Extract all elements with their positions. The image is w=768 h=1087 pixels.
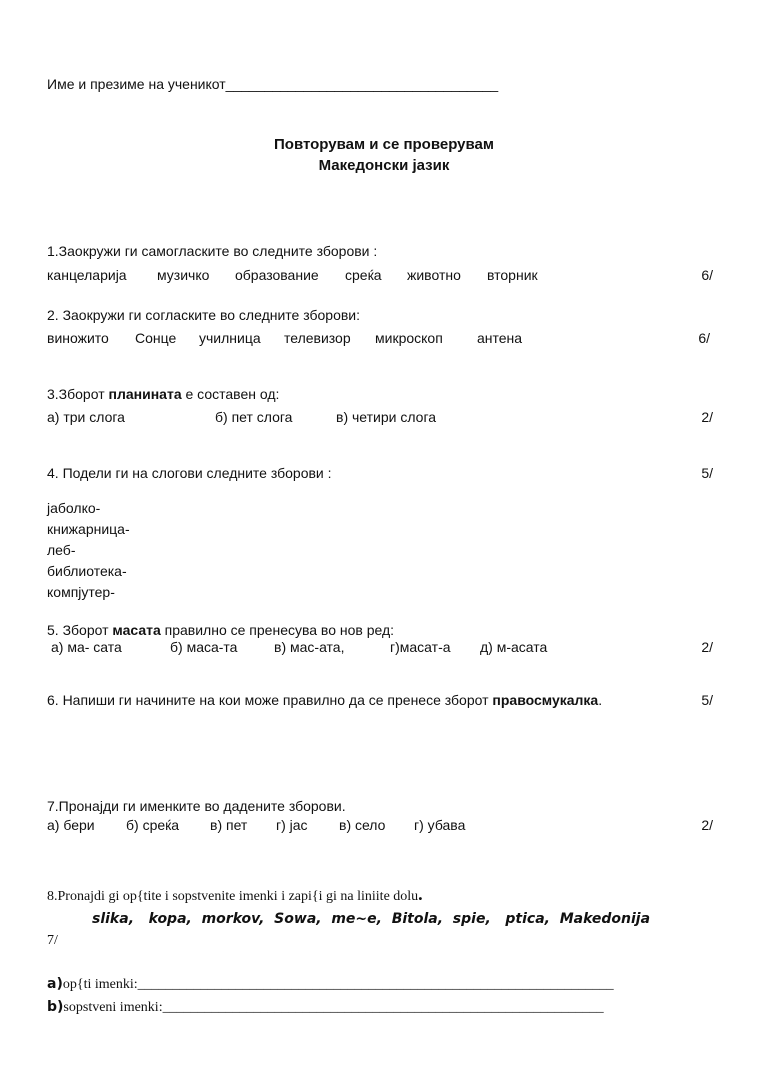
q8-score: 7/ [47, 933, 58, 948]
q7-option: г) убава [414, 817, 466, 833]
q8-line-b-text: sopstveni imenki:_______________________________________________________________ [63, 1000, 604, 1015]
q8-line-proper-nouns [47, 999, 604, 1016]
q8-prompt [47, 884, 423, 905]
q5-option: д) м-асата [480, 639, 548, 655]
q6-keyword: правосмукалка [492, 692, 599, 708]
q4-score: 5/ [701, 465, 713, 481]
q3-prompt-pre: 3.Зборот [47, 386, 109, 402]
q2-word: виножито [47, 330, 109, 346]
q3-keyword: планината [108, 386, 182, 402]
q7-option: в) село [339, 817, 386, 833]
q3-option: в) четири слога [336, 409, 437, 425]
q4-prompt: 4. Подели ги на слогови следните зборови : [47, 465, 332, 481]
q2-score: 6/ [698, 330, 710, 346]
q2-word: микроскоп [375, 330, 443, 346]
q3-score: 2/ [701, 409, 713, 425]
q5-option: б) маса-та [170, 639, 238, 655]
q8-line-b-label: b) [47, 999, 64, 1015]
q8-line-a-text: op{ti imenki:____________________________________________________________________ [62, 977, 614, 992]
q4-word: јаболко- [47, 500, 101, 516]
q1-word: образование [235, 267, 319, 283]
q8-line-common-nouns [47, 976, 614, 993]
q2-prompt: 2. Заокружи ги согласките во следните зборови: [47, 307, 361, 323]
student-name-line: Име и презиме на ученикот___________________________________ [47, 76, 499, 92]
q7-option: а) бери [47, 817, 95, 833]
q7-option: б) среќа [126, 817, 180, 833]
q3-option: б) пет слога [215, 409, 293, 425]
q1-word: среќа [345, 267, 382, 283]
q5-keyword: масата [112, 622, 161, 638]
q7-prompt: 7.Пронајди ги именките во дадените зборови. [47, 798, 346, 814]
q7-score: 2/ [701, 817, 713, 833]
q7-option: г) јас [276, 817, 308, 833]
q8-line-a-label: a) [47, 976, 63, 992]
q1-prompt: 1.Заокружи ги самогласките во следните зборови : [47, 243, 378, 259]
q3-prompt [47, 386, 279, 402]
q6-prompt-pre: 6. Напиши ги начините на кои може правилно да се пренесе зборот [47, 692, 493, 708]
q6-prompt-post: . [598, 692, 603, 708]
q5-option: г)масат-а [390, 639, 451, 655]
q6-prompt [47, 692, 602, 708]
q2-word: антена [477, 330, 523, 346]
q2-word: телевизор [284, 330, 351, 346]
q2-word: Сонце [135, 330, 177, 346]
q1-word: канцеларија [47, 267, 127, 283]
q3-option: а) три слога [47, 409, 125, 425]
q8-word-list: slika, kopa, morkov, Sowa, me~e, Bitola, spie, ptica, Makedonija [92, 911, 651, 927]
q5-prompt-pre: 5. Зборот [47, 622, 113, 638]
q5-option: в) мас-ата, [274, 639, 345, 655]
q1-word: музичко [157, 267, 210, 283]
q4-word: компјутер- [47, 584, 115, 600]
q4-word: леб- [47, 542, 76, 558]
q5-option: а) ма- сата [51, 639, 122, 655]
q3-prompt-post: е составен од: [181, 386, 280, 402]
q4-word: библиотека- [47, 563, 127, 579]
q1-score: 6/ [701, 267, 713, 283]
q1-word: вторник [487, 267, 538, 283]
q5-score: 2/ [701, 639, 713, 655]
q6-score: 5/ [701, 692, 713, 708]
q8-prompt-text: 8.Pronajdi gi op{tite i sopstvenite imenki i zapi{i gi na liniite dolu [47, 889, 419, 904]
q5-prompt [47, 622, 394, 638]
q5-prompt-post: правилно се пренесува во нов ред: [160, 622, 395, 638]
page-subtitle: Македонски јазик [318, 157, 450, 174]
page-title: Повторувам и се проверувам [274, 136, 494, 153]
q4-word: книжарница- [47, 521, 130, 537]
q1-word: животно [407, 267, 461, 283]
q2-word: училница [199, 330, 261, 346]
q7-option: в) пет [210, 817, 248, 833]
q8-prompt-end: . [418, 884, 423, 904]
